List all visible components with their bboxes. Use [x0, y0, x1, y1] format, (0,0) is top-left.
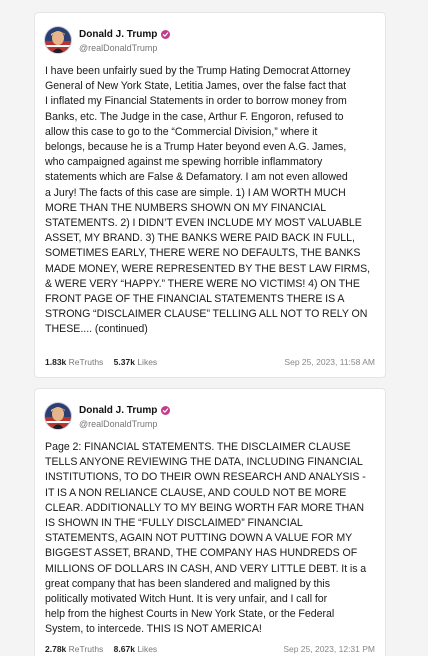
- likes-count: 5.37k: [113, 357, 135, 367]
- post-header: [45, 401, 375, 431]
- author-handle[interactable]: @realDonaldTrump: [79, 418, 158, 429]
- post-timestamp[interactable]: Sep 25, 2023, 12:31 PM: [283, 644, 375, 654]
- retruths-stat[interactable]: [45, 357, 103, 367]
- verified-badge-icon: [161, 30, 170, 39]
- retruths-count: 1.83k: [45, 357, 67, 367]
- retruths-label: ReTruths: [68, 644, 104, 654]
- author-handle[interactable]: @realDonaldTrump: [79, 42, 158, 53]
- likes-label: Likes: [137, 644, 158, 654]
- post-header: [45, 25, 375, 55]
- post-timestamp[interactable]: Sep 25, 2023, 11:58 AM: [284, 357, 375, 367]
- retruths-count: 2.78k: [45, 644, 67, 654]
- avatar[interactable]: [45, 403, 71, 429]
- truth-post[interactable]: [34, 12, 386, 378]
- likes-label: Likes: [137, 357, 158, 367]
- retruths-label: ReTruths: [68, 357, 104, 367]
- likes-stat[interactable]: [114, 644, 158, 654]
- post-footer: [45, 357, 375, 367]
- author-name[interactable]: Donald J. Trump: [79, 28, 158, 40]
- post-text: Page 2: FINANCIAL STATEMENTS. THE DISCLAIMER CLAUSE TELLS ANYONE REVIEWING THE DATA, INCLUDING FINANCIAL INSTITUTIONS, TO DO THEIR OWN RESEARCH AND ANALYSIS - IT IS A NON RELIANCE CLAUSE, AND COULD NOT BE MORE CLEAR. ADDITIONALLY TO MY BEING WORTH FAR MORE THAN IS SHOWN IN THE “FULLY DISCLAIMED” FINANCIAL STATEMENTS, AGAIN NOT PUTTING DOWN A VALUE FOR MY BIGGEST ASSET, BRAND, THE COMPANY HAS HUNDREDS OF MILLIONS OF DOLLARS IN CASH, AND VERY LITTLE DEBT. It is a great company that has been slandered and maligned by this politically motivated Witch Hunt. It is very unfair, and I call for help from the highest Courts in New York State, or the Federal System, to intercede. THIS IS NOT AMERICA!: [45, 441, 367, 636]
- avatar[interactable]: [45, 27, 71, 53]
- verified-badge-icon: [161, 406, 170, 415]
- post-footer: [45, 644, 375, 654]
- post-text: I have been unfairly sued by the Trump Hating Democrat Attorney General of New York State, Letitia James, over the false fact that I inflated my Financial Statements in order to borrow money from Banks, etc. The Judge in the case, Arthur F. Engoron, refused to allow this case to go to the “Commercial Division,” where it belongs, because he is a Trump Hater beyond even A.G. James, who campaigned against me spewing horrible inflammatory statements which are False & Defamatory. I am not even allowed a Jury! The facts of this case are simple. 1) I AM WORTH MUCH MORE THAN THE NUMBERS SHOWN ON MY FINANCIAL STATEMENTS. 2) I DIDN’T EVEN INCLUDE MY MOST VALUABLE ASSET, MY BRAND. 3) THE BANKS WERE PAID BACK IN FULL, SOMETIMES EARLY, THERE WERE NO DEFAULTS, THE BANKS MADE MONEY, WERE REPRESENTED BY THE BEST LAW FIRMS, & WERE VERY “HAPPY.” THERE WERE NO VICTIMS! 4) ON THE FRONT PAGE OF THE FINANCIAL STATEMENTS THERE IS A STRONG “DISCLAIMER CLAUSE” TELLING ALL NOT TO RELY ON THESE.... (continued): [45, 65, 371, 336]
- author-name[interactable]: Donald J. Trump: [79, 404, 158, 416]
- truth-post[interactable]: [34, 388, 386, 656]
- likes-count: 8.67k: [113, 644, 135, 654]
- retruths-stat[interactable]: [45, 644, 103, 654]
- likes-stat[interactable]: [114, 357, 158, 367]
